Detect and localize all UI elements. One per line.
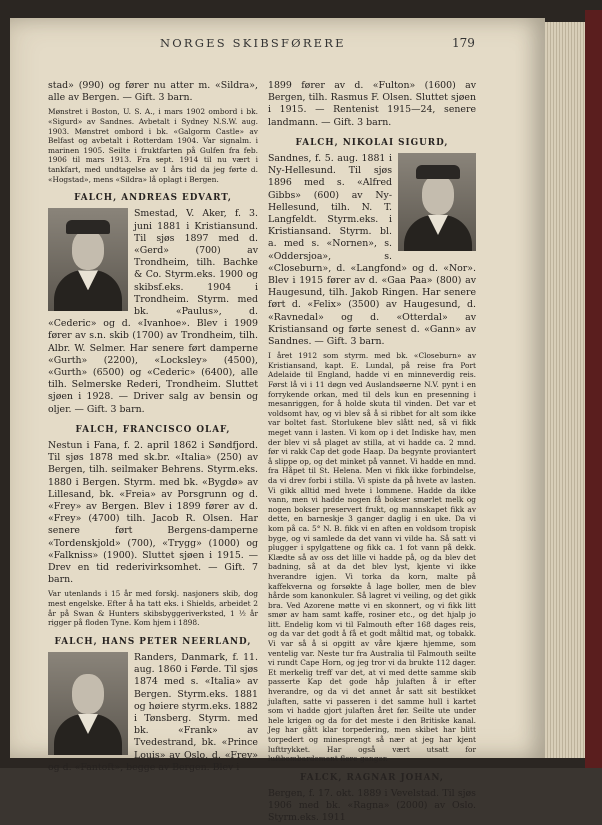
- page-number: 179: [452, 36, 475, 50]
- entry-name-heading: FALCH, FRANCISCO OLAF,: [75, 424, 231, 435]
- continued-entry-note: Mønstret i Boston, U. S. A., i mars 1902 ombord i bk. «Sigurd» av Sandnes. Avbetalt i Sydney N.S.W. aug. 1903. Mønstret ombord i bk. «Galgorm Castle» av Belfast og avbetalt i Rotterdam 1904. Var signalm. i marinen 1905. Seilte i fruktfarten på Gulfen fra feb. 1906 til mars 1913. Fra sept. 1914 til nu vært i tankfart, med undtagelse av 1 års tid da jeg førte d. «Hogstad», mens «Sildra» lå oplagt i Bergen.: [48, 107, 258, 184]
- entry-note: I året 1912 som styrm. med bk. «Closeburn» av Kristiansand, kapt. E. Lundal, på reise fra Port Adelaide til England, hadde vi en minneverdig reis. Først lå vi i 11 døgn ved Auslandsøerne N.V. pynt i en forrykende orkan, med til dels kun en presenning i mesanriggen, for å holde skuta til vinden. Det var et voldsomt hav, og vi blev så å si ribbet for alt som ikke var boltet fast. Storlukene blev slått ned, så vi fikk meget vann i lasten. Vi kom op i det Indiske hav, men der blev vi så plaget av stilla, at vi hadde ca. 2 mnd. før vi rakk Cap det gode Haap. Da begynte proviantert å slippe op, og det minket på vannet. Vi hadde en mnd. fra Håpet til St. Helena. Men vi fikk ikke forbindelse, da vi drev forbi i stilla. Vi spiste da på hvete av lasten. Vi gikk alltid med hvete i lommene. Hadde da ikke vann, men vi hadde nogen få bokser smørlet melk og nogen bokser preservert frukt, og mannskapet fikk av dette, en barneskje 3 ganger daglig i en uke. Da vi kom på ca. 5° N. B. fikk vi en aften en voldsom tropisk byge, og vi samlede da det vann vi vilde ha. Så satt vi plugger i spylgattene og fikk ca. 1 fot vann på dekk. Klædte så av oss det lille vi hadde på, og da blev det badning, så at da det blev lyst, kjente vi ikke hverandre igjen. Vi torka da korn, malte på kaffekverna og forsøkte å lage boller, men de blev hårde som kanonkuler. Så lagret vi veiling, og det gikk bra. Ved Azorene møtte vi en skonnert, og vi fikk litt smør av ham samt kaffe, rosiner etc., og det hjalp jo litt. Endelig kom vi til Falmouth efter 168 dages reis, og da var det godt å få et godt måltid mat, og tobakk. Vi var så å si opgitt av våre kjære hjemme, som ventelig var. Neste tur fra Australia til Falmouth seilte vi rundt Cape Horn, og jeg tror vi da brukte 112 dager. Et merkelig treff var det, at vi med dette samme skib passerte Kap det gode håp julaften å ir efter hverandre, og da vi det annet år satt sit bestikket julaften, satte vi passeren i det samme hull i kartet som vi hadde gjort julaften året før. Seilte ute under hele krigen og da for det meste i den Britiske kanal. Jeg har gått klar torpedering, men skibet har blitt torpedert og minesprengt så nær at jeg har kjent lufttrykket. Har også vært utsatt for luftbombardement flere ganger.: [268, 351, 476, 764]
- entry-name-heading: FALCK, RAGNAR JOHAN,: [300, 772, 444, 783]
- running-title: NORGES SKIBSFØRERE: [160, 36, 346, 50]
- entry-name-heading: FALCH, NIKOLAI SIGURD,: [295, 137, 449, 148]
- entry-text: Randers, Danmark, f. 11. aug. 1860 i Førde. Til sjøs 1874 med s. «Italia» av Bergen. Styrm.eks. 1881 og høiere styrm.eks. 1882 i Tønsberg. Styrm. med bk. «Frank» av Tvedestrand, bk. «Prince Louis» av Oslo, d. «Frey» og d. «Fantoft», begge av Bergen. Blev i: [48, 652, 258, 773]
- entry-text: Sandnes, f. 5. aug. 1881 i Ny-Hellesund. Til sjøs 1896 med s. «Alfred Gibbs» (600) av Ny-Hellesund, tilh. N. T. Langfeldt. Styrm.eks. i Kristiansand. Styrm. bl. a. med s. «Nornen», s. «Oddersjoa», s. «Closeburn», d. «Langfond» og d. «Nor». Blev i 1915 fører av d. «Gaa Paa» (800) av Haugesund, tilh. Jakob Ringen. Har senere ført d. «Felix» (3500) av Haugesund, d. «Ravnedal» og d. «Otterdal» av Kristiansand og førte senest d. «Gann» av Sandnes. — Gift. 3 barn.: [268, 153, 476, 348]
- portrait-photo: [48, 208, 128, 311]
- page-stack-edge: [545, 22, 585, 758]
- entry-text: Nestun i Fana, f. 2. april 1862 i Søndfjord. Til sjøs 1878 med sk.br. «Italia» (250) av Bergen, tilh. seilmaker Behrens. Styrm.eks. 1880 i Bergen. Styrm. med bk. «Bygdø» av Lillesand, bk. «Freia» av Porsgrunn og d. «Frey» av Bergen. Blev i 1899 fører av d. «Frey» (4700) tilh. Jacob R. Olsen. Har senere ført Bergens-damperne «Tordenskjold» (700), «Trygg» (1000) og «Falkniss» (1900). Sluttet sjøen i 1915. — Drev en tid rederivirksomhet. — Gift. 7 barn.: [48, 440, 258, 586]
- entry-text: Bergen, f. 17. okt. 1889 i Vevelstad. Til sjøs 1906 med bk. «Ragna» (2000) av Oslo. Styrm.eks. 1911: [268, 788, 476, 824]
- portrait-photo: [48, 652, 128, 755]
- page-header: [90, 36, 530, 58]
- continued-entry-text: 1899 fører av d. «Fulton» (1600) av Bergen, tilh. Rasmus F. Olsen. Sluttet sjøen i 1915. — Rentenist 1915—24, senere landmann. — Gift. 3 barn.: [268, 80, 476, 128]
- book-cover-edge: [585, 10, 602, 768]
- entry-name-heading: FALCH, ANDREAS EDVART,: [74, 193, 232, 204]
- left-column: [48, 80, 258, 774]
- entry-text: Smestad, V. Aker, f. 3. juni 1881 i Kristiansund. Til sjøs 1897 med d. «Gerd» (700) av Trondheim, tilh. Bachke & Co. Styrm.eks. 1900 og skibsf.eks. 1904 i Trondheim. Styrm. med bk. «Paulus», d. «Cederic» og d. «Ivanhoe». Blev i 1909 fører av s.n. skib (1700) av Trondheim, tilh. Albr. W. Selmer. Har senere ført damperne «Gurth» (2200), «Locksley» (4500), «Gurth» (6500) og «Cederic» (6400), alle tilh. Selmerske Rederi, Trondheim. Sluttet sjøen i 1928. — Driver salg av bensin og oljer. — Gift. 3 barn.: [48, 208, 258, 415]
- right-column: [268, 80, 476, 825]
- entry-name-heading: FALCH, HANS PETER NEERLAND,: [54, 636, 252, 647]
- entry-note: Var utenlands i 15 år med forskj. nasjoners skib, dog mest engelske. Efter å ha tatt eks. i Shields, arbeidet 2 år på Swan & Hunters skibsbyggeriverksted, 1 ½ år rigger på floden Tyne. Kom hjem i 1898.: [48, 589, 258, 628]
- portrait-photo: [398, 153, 476, 251]
- continued-entry-text: stad» (990) og fører nu atter m. «Sildra», alle av Bergen. — Gift. 3 barn.: [48, 80, 258, 104]
